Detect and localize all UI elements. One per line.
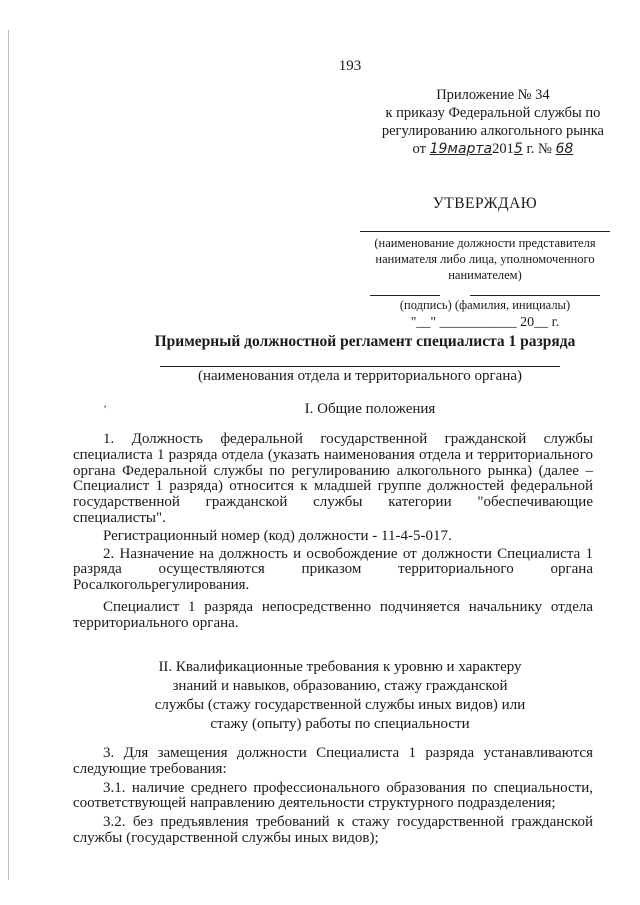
document-subtitle: (наименования отдела и территориального органа) <box>197 368 523 384</box>
order-line <box>382 140 604 158</box>
order-year-suffix: г. № <box>526 141 552 157</box>
handwritten-date: 19марта <box>429 141 493 157</box>
name-line <box>470 295 600 296</box>
order-year-prefix: 201 <box>492 141 514 157</box>
scan-edge-line <box>8 30 9 880</box>
paragraph-3-1: 3.1. наличие среднего профессионального образования по специальности, соответствующей направлению деятельности структурного подразделения; <box>73 779 593 812</box>
section-2-heading: II. Квалификационные требования к уровню и характеру знаний и навыков, образованию, стажу гражданской службы (стажу государственной службы иных видов) или стажу (опыту) работы по специальности <box>154 659 526 732</box>
section-1-heading: I. Общие положения <box>304 401 436 417</box>
paragraph-1: 1. Должность федеральной государственной гражданской службы специалиста 1 разряда отдела (указать наименования отдела и территориального органа Федеральной службы по регулированию алкогольного рынка) (далее – Специалист 1 разряда) относится к младшей группе должностей федеральной государственной гражданской службы категории "обеспечивающие специалисты". <box>73 431 593 526</box>
signature-lines <box>360 295 610 296</box>
paragraph-2: 2. Назначение на должность и освобождение от должности Специалиста 1 разряда осуществляются приказом территориального органа Росалкогольрегулирования. <box>73 545 593 594</box>
paragraph-reg-number: Регистрационный номер (код) должности - 11-4-5-017. <box>103 527 452 544</box>
page-number: 193 <box>338 58 362 74</box>
title-underline <box>160 366 560 367</box>
signature-line <box>370 295 440 296</box>
section-2-body <box>73 746 593 847</box>
appendix-line-3: регулированию алкогольного рынка <box>381 123 604 139</box>
approval-title: УТВЕРЖДАЮ <box>432 195 538 212</box>
signature-labels: (подпись) (фамилия, инициалы) <box>399 298 571 312</box>
approval-block <box>360 195 610 331</box>
paragraph-subordination: Специалист 1 разряда непосредственно подчиняется начальнику отдела территориального органа. <box>73 598 593 631</box>
handwritten-year: 5 <box>513 141 523 157</box>
handwritten-number: 68 <box>555 141 574 157</box>
appendix-line-2: к приказу Федеральной службы по <box>385 105 601 121</box>
approval-date: "__" ___________ 20__ г. <box>410 315 560 330</box>
appendix-header <box>382 86 604 158</box>
stray-mark: ' <box>104 402 107 416</box>
paragraph-3-2: 3.2. без предъявления требований к стажу государственной гражданской службы (государственной службы иных видов); <box>73 814 593 846</box>
document-title: Примерный должностной регламент специалиста 1 разряда <box>154 333 576 350</box>
paragraph-3: 3. Для замещения должности Специалиста 1 разряда устанавливаются следующие требования: <box>73 745 593 777</box>
order-prefix: от <box>412 141 426 157</box>
section-1-body <box>73 432 593 632</box>
representative-line <box>360 231 610 232</box>
representative-label: (наименование должности представителя нанимателя либо лица, уполномоченного нанимателем) <box>374 236 596 282</box>
appendix-line-1: Приложение № 34 <box>436 87 550 103</box>
